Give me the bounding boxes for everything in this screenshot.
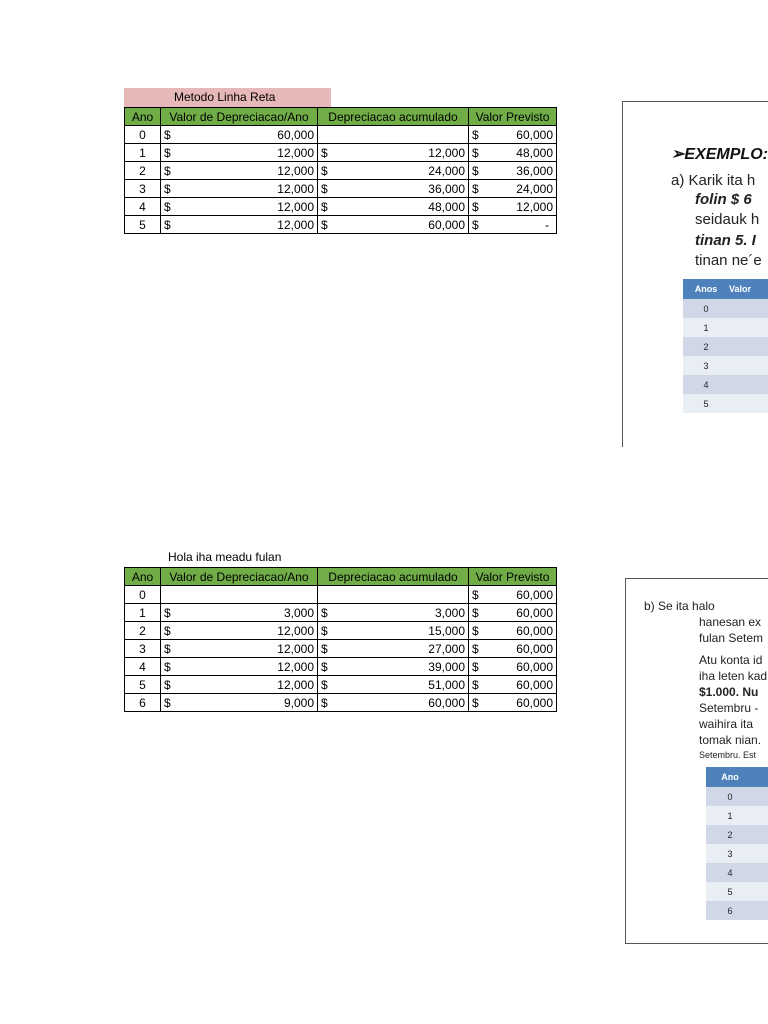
cell-valor-previsto: [469, 180, 557, 198]
depreciation-table-straight-line: [124, 107, 557, 234]
slide2-line-2: hanesan ex: [699, 615, 762, 629]
cell-valor-previsto: [469, 676, 557, 694]
slide2-line-1: b) Se ita halo: [644, 599, 715, 613]
cell-ano: 3: [125, 180, 161, 198]
currency-symbol: $: [321, 605, 328, 620]
table-row: [125, 162, 557, 180]
table-row: [125, 640, 557, 658]
table-row: [125, 586, 557, 604]
slide1-cell-value: [729, 299, 768, 318]
currency-symbol: $: [472, 181, 479, 196]
slide1-heading: ➢EXEMPLO:: [671, 146, 768, 163]
cell-valor-depreciacao: [161, 162, 318, 180]
cell-valor-previsto: [469, 144, 557, 162]
currency-symbol: $: [164, 127, 171, 142]
amount: 12,000: [428, 145, 465, 160]
cell-ano: 5: [125, 216, 161, 234]
currency-symbol: $: [472, 659, 479, 674]
currency-symbol: $: [321, 199, 328, 214]
cell-ano: 4: [125, 658, 161, 676]
currency-symbol: $: [472, 217, 479, 232]
slide2-cell-year: 4: [706, 863, 754, 882]
amount: 51,000: [428, 677, 465, 692]
header-valor-previsto: Valor Previsto: [469, 108, 557, 126]
amount: 12,000: [277, 641, 314, 656]
table-row: [125, 658, 557, 676]
currency-symbol: $: [472, 587, 479, 602]
amount: 3,000: [283, 605, 314, 620]
table-row: [125, 180, 557, 198]
currency-symbol: $: [164, 641, 171, 656]
slide2-cell-year: 1: [706, 806, 754, 825]
slide2-cell-value: [754, 882, 768, 901]
currency-symbol: $: [164, 623, 171, 638]
cell-depreciacao-acumulado: [318, 676, 469, 694]
amount: 48,000: [428, 199, 465, 214]
amount: 15,000: [428, 623, 465, 638]
cell-depreciacao-acumulado: [318, 162, 469, 180]
currency-symbol: $: [164, 659, 171, 674]
currency-symbol: $: [472, 623, 479, 638]
cell-valor-previsto: [469, 694, 557, 712]
cell-valor-depreciacao: [161, 216, 318, 234]
cell-ano: 5: [125, 676, 161, 694]
currency-symbol: $: [164, 163, 171, 178]
slide2-header-ano: Ano: [706, 767, 754, 787]
currency-symbol: $: [164, 217, 171, 232]
currency-symbol: $: [472, 695, 479, 710]
amount: 12,000: [277, 217, 314, 232]
cell-valor-depreciacao: [161, 586, 318, 604]
cell-depreciacao-acumulado: [318, 216, 469, 234]
slide1-cell-year: 0: [683, 299, 729, 318]
cell-valor-previsto: [469, 658, 557, 676]
amount: 36,000: [516, 163, 553, 178]
table2-container: [124, 567, 557, 712]
currency-symbol: $: [321, 623, 328, 638]
slide1-line-4: tinan 5. I: [695, 232, 756, 249]
amount: 60,000: [428, 217, 465, 232]
cell-depreciacao-acumulado: [318, 694, 469, 712]
cell-depreciacao-acumulado: [318, 198, 469, 216]
cell-valor-depreciacao: [161, 658, 318, 676]
cell-valor-previsto: [469, 640, 557, 658]
slide1-table-row: [683, 375, 768, 394]
amount: 12,000: [277, 181, 314, 196]
amount: 60,000: [516, 659, 553, 674]
currency-symbol: $: [321, 641, 328, 656]
slide1-mini-table: [683, 279, 768, 413]
table-row: [125, 144, 557, 162]
table-row: [125, 216, 557, 234]
slide1-cell-year: 4: [683, 375, 729, 394]
amount: 60,000: [516, 695, 553, 710]
currency-symbol: $: [164, 605, 171, 620]
slide1-cell-value: [729, 375, 768, 394]
slide2-table-row: [706, 901, 768, 920]
slide2-table-row: [706, 844, 768, 863]
amount: 27,000: [428, 641, 465, 656]
currency-symbol: $: [164, 181, 171, 196]
amount: 12,000: [277, 677, 314, 692]
currency-symbol: $: [321, 677, 328, 692]
cell-depreciacao-acumulado: [318, 640, 469, 658]
slide2-line-6: $1.000. Nu: [699, 685, 759, 699]
currency-symbol: $: [472, 127, 479, 142]
amount: -: [545, 217, 549, 232]
cell-ano: 1: [125, 604, 161, 622]
currency-symbol: $: [472, 199, 479, 214]
slide1-cell-year: 1: [683, 318, 729, 337]
cell-valor-previsto: [469, 586, 557, 604]
currency-symbol: $: [164, 199, 171, 214]
table1-title-text: Metodo Linha Reta: [174, 90, 276, 104]
slide1-cell-value: [729, 337, 768, 356]
slide1-cell-value: [729, 318, 768, 337]
slide1-line-1: a) Karik ita h: [671, 172, 756, 189]
amount: 12,000: [516, 199, 553, 214]
slide2-cell-value: [754, 825, 768, 844]
table-row: [125, 622, 557, 640]
amount: 60,000: [516, 677, 553, 692]
cell-ano: 0: [125, 126, 161, 144]
slide1-table-row: [683, 337, 768, 356]
slide2-cell-year: 6: [706, 901, 754, 920]
slide2-line-5: iha leten kad: [699, 669, 768, 683]
slide2-cell-value: [754, 901, 768, 920]
cell-valor-depreciacao: [161, 640, 318, 658]
slide2-cell-value: [754, 806, 768, 825]
slide2-cell-value: [754, 844, 768, 863]
cell-valor-previsto: [469, 216, 557, 234]
currency-symbol: $: [472, 163, 479, 178]
slide2-line-4: Atu konta id: [699, 653, 763, 667]
amount: 60,000: [516, 127, 553, 142]
slide1-table-row: [683, 394, 768, 413]
table2-title: [124, 548, 281, 567]
header-valor-depreciacao: Valor de Depreciacao/Ano: [161, 108, 318, 126]
cell-depreciacao-acumulado: [318, 586, 469, 604]
slide-example-b: [625, 578, 768, 944]
cell-ano: 1: [125, 144, 161, 162]
cell-depreciacao-acumulado: [318, 658, 469, 676]
slide2-mini-table: [706, 767, 768, 920]
currency-symbol: $: [321, 217, 328, 232]
table1-container: [124, 107, 557, 234]
slide1-header-anos: Anos: [683, 279, 729, 299]
table1-header-row: [125, 108, 557, 126]
currency-symbol: $: [321, 659, 328, 674]
slide2-cell-year: 0: [706, 787, 754, 806]
slide2-line-3: fulan Setem: [699, 631, 764, 645]
slide2-cell-year: 5: [706, 882, 754, 901]
slide1-cell-value: [729, 394, 768, 413]
currency-symbol: $: [321, 163, 328, 178]
cell-valor-previsto: [469, 162, 557, 180]
table-row: [125, 676, 557, 694]
amount: 12,000: [277, 145, 314, 160]
cell-valor-previsto: [469, 198, 557, 216]
slide-example-a: [622, 101, 768, 447]
amount: 3,000: [434, 605, 465, 620]
cell-valor-previsto: [469, 126, 557, 144]
amount: 12,000: [277, 199, 314, 214]
slide2-table-row: [706, 787, 768, 806]
amount: 48,000: [516, 145, 553, 160]
slide1-table-row: [683, 356, 768, 375]
currency-symbol: $: [164, 695, 171, 710]
table1-title: [124, 88, 331, 107]
table-row: [125, 198, 557, 216]
slide2-cell-value: [754, 787, 768, 806]
amount: 24,000: [428, 163, 465, 178]
cell-depreciacao-acumulado: [318, 126, 469, 144]
slide2-cell-year: 3: [706, 844, 754, 863]
amount: 36,000: [428, 181, 465, 196]
header-valor-depreciacao: Valor de Depreciacao/Ano: [161, 568, 318, 586]
slide2-cell-year: 2: [706, 825, 754, 844]
amount: 12,000: [277, 659, 314, 674]
currency-symbol: $: [321, 695, 328, 710]
slide1-table-row: [683, 318, 768, 337]
amount: 60,000: [516, 641, 553, 656]
cell-ano: 6: [125, 694, 161, 712]
cell-valor-depreciacao: [161, 694, 318, 712]
cell-valor-depreciacao: [161, 604, 318, 622]
cell-depreciacao-acumulado: [318, 604, 469, 622]
table-row: [125, 126, 557, 144]
slide1-cell-year: 3: [683, 356, 729, 375]
cell-ano: 2: [125, 162, 161, 180]
currency-symbol: $: [164, 677, 171, 692]
slide1-table-row: [683, 299, 768, 318]
currency-symbol: $: [472, 605, 479, 620]
slide1-header-valor: Valor: [729, 279, 768, 299]
header-depreciacao-acumulado: Depreciacao acumulado: [318, 108, 469, 126]
amount: 9,000: [283, 695, 314, 710]
slide2-table-row: [706, 863, 768, 882]
slide2-table-row: [706, 825, 768, 844]
cell-valor-depreciacao: [161, 144, 318, 162]
cell-ano: 2: [125, 622, 161, 640]
slide2-line-10: Setembru. Est: [699, 750, 757, 760]
cell-ano: 0: [125, 586, 161, 604]
cell-ano: 4: [125, 198, 161, 216]
header-depreciacao-acumulado: Depreciacao acumulado: [318, 568, 469, 586]
table-row: [125, 694, 557, 712]
cell-depreciacao-acumulado: [318, 180, 469, 198]
cell-valor-previsto: [469, 622, 557, 640]
amount: 60,000: [277, 127, 314, 142]
cell-valor-depreciacao: [161, 126, 318, 144]
amount: 60,000: [516, 623, 553, 638]
slide2-table-row: [706, 882, 768, 901]
slide2-line-8: waihira ita: [699, 717, 754, 731]
cell-valor-depreciacao: [161, 180, 318, 198]
cell-depreciacao-acumulado: [318, 622, 469, 640]
slide1-cell-year: 5: [683, 394, 729, 413]
currency-symbol: $: [321, 181, 328, 196]
slide2-line-9: tomak nian.: [699, 733, 762, 747]
cell-ano: 3: [125, 640, 161, 658]
depreciation-table-mid-month: [124, 567, 557, 712]
slide1-line-3: seidauk h: [695, 211, 760, 228]
amount: 12,000: [277, 163, 314, 178]
amount: 60,000: [516, 587, 553, 602]
cell-valor-depreciacao: [161, 198, 318, 216]
currency-symbol: $: [472, 641, 479, 656]
slide1-cell-value: [729, 356, 768, 375]
slide2-header-blank: [754, 767, 768, 787]
currency-symbol: $: [472, 145, 479, 160]
table-row: [125, 604, 557, 622]
amount: 60,000: [516, 605, 553, 620]
amount: 24,000: [516, 181, 553, 196]
currency-symbol: $: [164, 145, 171, 160]
currency-symbol: $: [321, 145, 328, 160]
amount: 60,000: [428, 695, 465, 710]
cell-valor-depreciacao: [161, 676, 318, 694]
slide1-line-5: tinan ne´e: [695, 252, 762, 269]
table2-header-row: [125, 568, 557, 586]
slide2-cell-value: [754, 863, 768, 882]
slide1-line-2: folin $ 6: [695, 191, 752, 208]
table2-title-text: Hola iha meadu fulan: [168, 550, 282, 564]
cell-depreciacao-acumulado: [318, 144, 469, 162]
cell-valor-depreciacao: [161, 622, 318, 640]
slide1-cell-year: 2: [683, 337, 729, 356]
amount: 39,000: [428, 659, 465, 674]
slide2-table-row: [706, 806, 768, 825]
header-valor-previsto: Valor Previsto: [469, 568, 557, 586]
header-ano: Ano: [125, 108, 161, 126]
cell-valor-previsto: [469, 604, 557, 622]
header-ano: Ano: [125, 568, 161, 586]
slide2-line-7: Setembru -: [699, 701, 759, 715]
currency-symbol: $: [472, 677, 479, 692]
amount: 12,000: [277, 623, 314, 638]
